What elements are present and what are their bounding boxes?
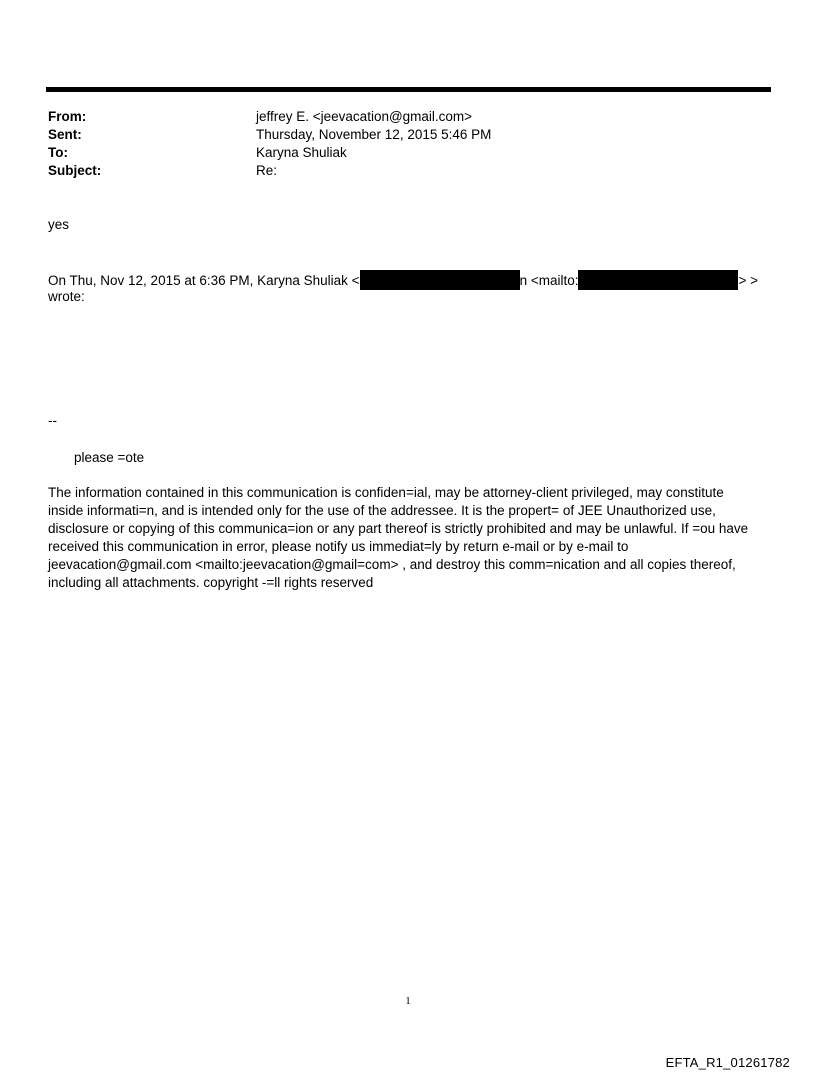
- header-rule: [46, 87, 771, 92]
- bates-number: EFTA_R1_01261782: [665, 1055, 790, 1070]
- quote-intro: [48, 270, 758, 290]
- quote-intro-part1: On Thu, Nov 12, 2015 at 6:36 PM, Karyna Shuliak <: [48, 273, 360, 288]
- disclaimer-line: jeevacation@gmail.com <mailto:jeevacation@gmail=com> , and destroy this comm=nication and all copies thereof,: [48, 557, 736, 572]
- disclaimer-line: disclosure or copying of this communica=ion or any part thereof is strictly prohibited and may be unlawful. If =ou have: [48, 521, 749, 536]
- subject-value: Re:: [256, 163, 278, 178]
- redaction-box: [360, 270, 520, 290]
- subject-label: Subject:: [48, 163, 102, 178]
- quote-intro-line2: wrote:: [48, 289, 85, 304]
- sent-label: Sent:: [48, 127, 82, 142]
- from-value: jeffrey E. <jeevacation@gmail.com>: [256, 109, 473, 124]
- to-label: To:: [48, 145, 68, 160]
- to-value: Karyna Shuliak: [256, 145, 347, 160]
- page-number: 1: [405, 995, 411, 1007]
- signature-separator: --: [48, 413, 57, 428]
- from-label: From:: [48, 109, 87, 124]
- sent-value: Thursday, November 12, 2015 5:46 PM: [256, 127, 492, 142]
- disclaimer-line: The information contained in this communication is confiden=ial, may be attorney-client privileged, may constitute: [48, 485, 724, 500]
- please-note: please =ote: [74, 450, 145, 465]
- disclaimer: [48, 484, 768, 592]
- quote-intro-part2: n <mailto:: [519, 273, 579, 288]
- quote-intro-part3: > >: [738, 273, 758, 288]
- disclaimer-line: including all attachments. copyright -=ll rights reserved: [48, 575, 374, 590]
- reply-text: yes: [48, 217, 70, 232]
- redaction-box: [578, 270, 738, 290]
- disclaimer-line: received this communication in error, please notify us immediat=ly by return e-mail or by e-mail to: [48, 539, 629, 554]
- disclaimer-line: inside informati=n, and is intended only for the use of the addressee. It is the propert= of JEE Unauthorized use,: [48, 503, 716, 518]
